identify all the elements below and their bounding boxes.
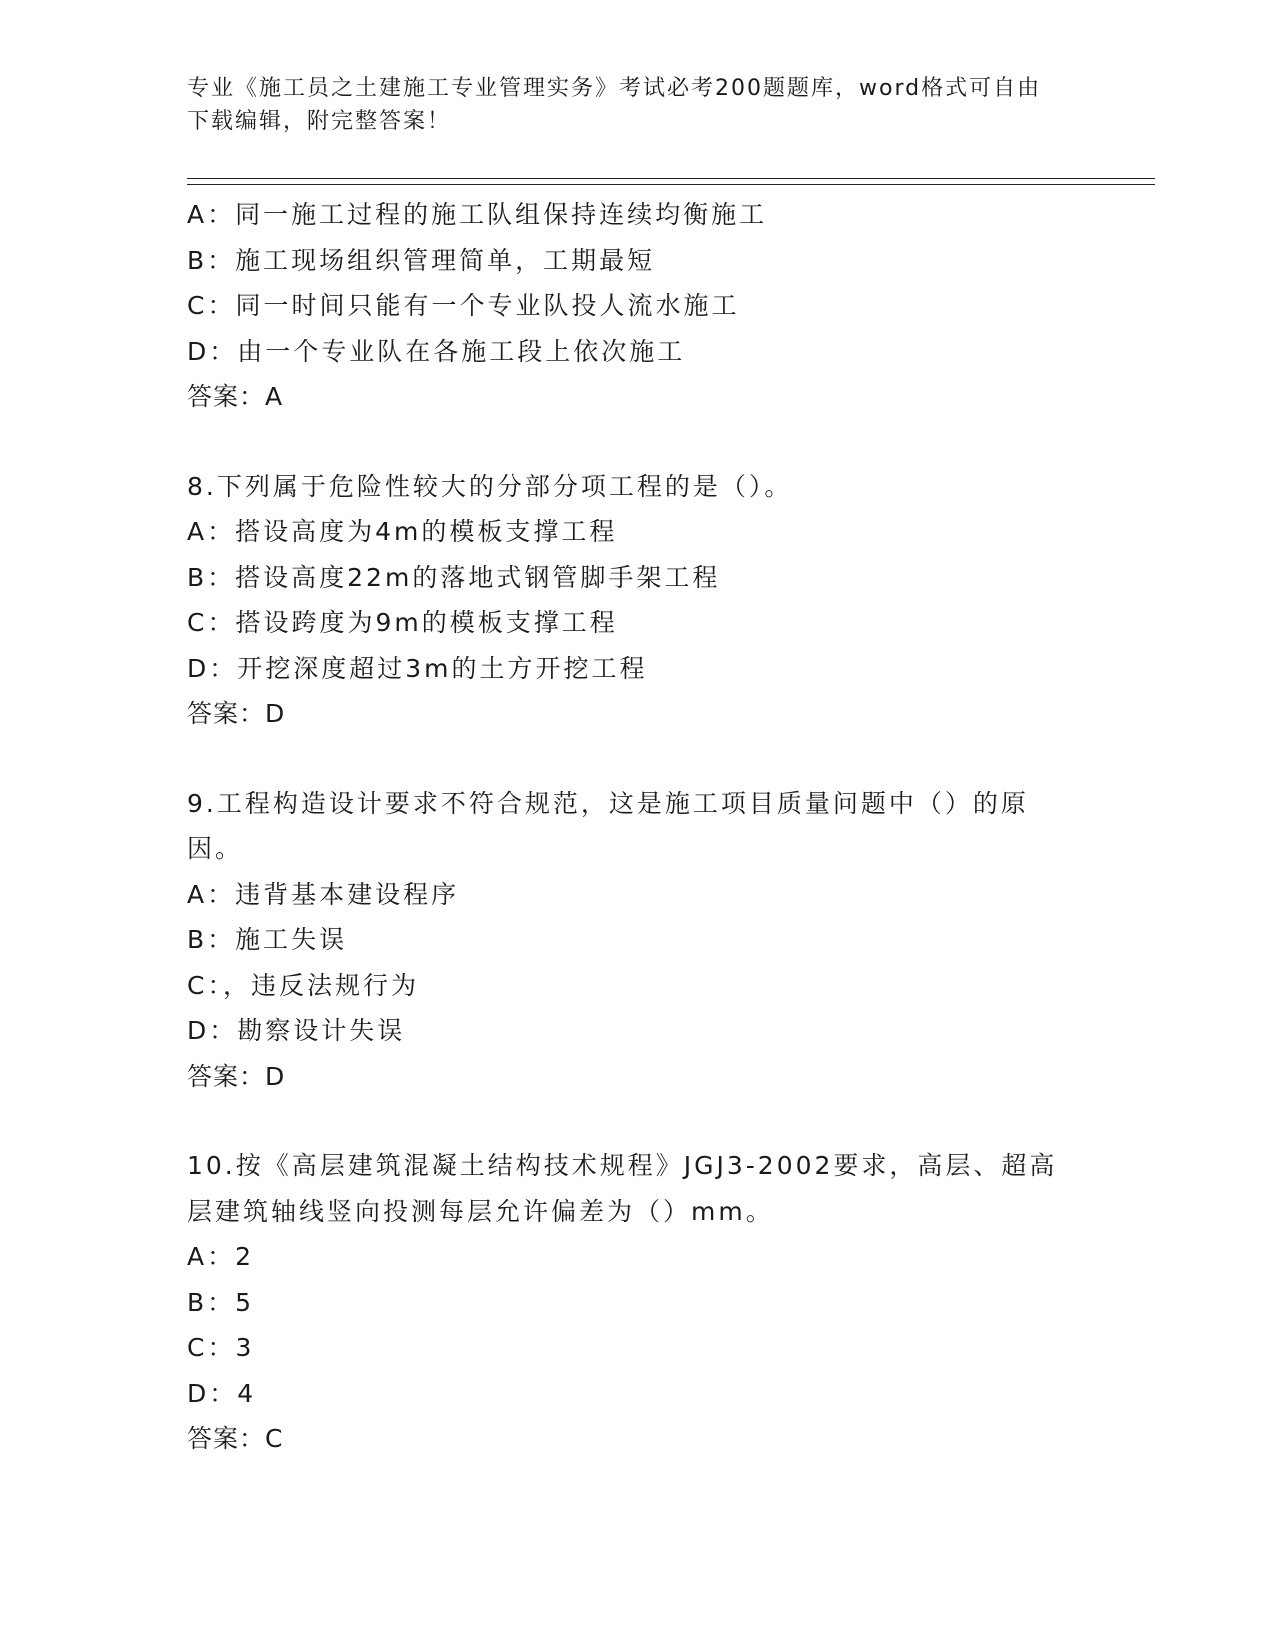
- question-7-continued: [187, 192, 1067, 420]
- option-b: B：施工失误: [187, 925, 348, 954]
- option-a: A：同一施工过程的施工队组保持连续均衡施工: [187, 200, 768, 229]
- option-d: D：由一个专业队在各施工段上依次施工: [187, 336, 686, 366]
- header-line-1: 专业《施工员之土建施工专业管理实务》考试必考200题题库，word格式可自由: [187, 76, 1042, 101]
- option-b: B：5: [187, 1287, 255, 1317]
- option-d: D：勘察设计失误: [187, 1016, 406, 1045]
- option-a: A：2: [187, 1242, 255, 1271]
- question-stem-line-2: 因。: [187, 834, 244, 863]
- spacer: [187, 1099, 1067, 1143]
- question-10: [187, 1143, 1067, 1462]
- answer-line: 答案：D: [187, 1061, 286, 1091]
- question-stem-line-2: 层建筑轴线竖向投测每层允许偏差为（）mm。: [187, 1196, 774, 1226]
- option-a: A：违背基本建设程序: [187, 879, 460, 909]
- option-d: D：开挖深度超过3m的土方开挖工程: [187, 653, 648, 683]
- question-stem-line-1: 9.工程构造设计要求不符合规范，这是施工项目质量问题中（）的原: [187, 788, 1029, 818]
- option-a: A：搭设高度为4m的模板支撑工程: [187, 517, 618, 546]
- answer-line: 答案：D: [187, 699, 286, 728]
- answer-line: 答案：C: [187, 1424, 284, 1453]
- question-9: [187, 781, 1067, 1100]
- option-c: C：同一时间只能有一个专业队投人流水施工: [187, 291, 740, 320]
- spacer: [187, 420, 1067, 464]
- question-stem: 8.下列属于危险性较大的分部分项工程的是（）。: [187, 471, 793, 501]
- question-8: [187, 464, 1067, 737]
- answer-line: 答案：A: [187, 382, 284, 411]
- option-c: C：搭设跨度为9m的模板支撑工程: [187, 608, 618, 637]
- header-double-rule: [187, 178, 1155, 185]
- header-line-2: 下载编辑，附完整答案！: [187, 109, 452, 134]
- document-header: [187, 72, 1067, 138]
- option-b: B：施工现场组织管理简单，工期最短: [187, 245, 656, 275]
- question-list: [187, 192, 1067, 1462]
- question-stem-line-1: 10.按《高层建筑混凝土结构技术规程》JGJ3-2002要求，高层、超高: [187, 1151, 1058, 1180]
- option-b: B：搭设高度22m的落地式钢管脚手架工程: [187, 562, 721, 592]
- spacer: [187, 737, 1067, 781]
- option-d: D：4: [187, 1378, 257, 1408]
- option-c: C：，违反法规行为: [187, 970, 419, 1000]
- option-c: C：3: [187, 1333, 255, 1362]
